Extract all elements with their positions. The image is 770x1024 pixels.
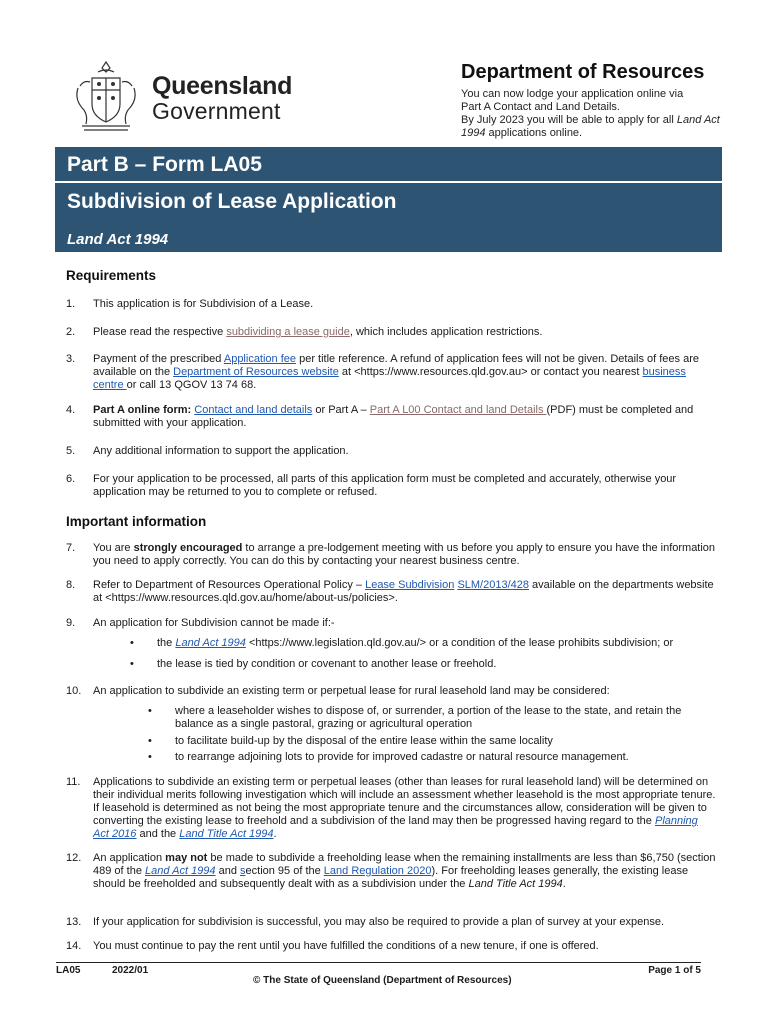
subdividing-lease-guide-link[interactable]: subdividing a lease guide <box>226 326 350 338</box>
form-part-title: Part B – Form LA05 <box>67 153 262 176</box>
item-text: Any additional information to support the application. <box>93 445 349 457</box>
item-number: 7. <box>66 542 76 554</box>
land-act-1994-link[interactable]: Land Act 1994 <box>175 637 246 649</box>
planning-act-2016-link[interactable]: Planning Act 2016 <box>93 815 698 840</box>
form-title-banner <box>55 147 722 252</box>
logo-text-government: Government <box>152 98 281 124</box>
bullet-text: the lease is tied by condition or covenant to another lease or freehold. <box>157 658 497 670</box>
item-text: An application for Subdivision cannot be made if:- <box>93 617 335 629</box>
department-info <box>461 61 751 140</box>
lease-subdivision-policy-link[interactable]: Lease Subdivision <box>365 579 455 591</box>
page-number: Page 1 of 5 <box>648 965 701 976</box>
land-regulation-2020-link[interactable]: Land Regulation 2020 <box>323 865 432 877</box>
important-information-heading: Important information <box>66 514 207 529</box>
form-version-date: 2022/01 <box>112 965 149 976</box>
copyright-notice: © The State of Queensland (Department of Resources) <box>253 975 512 986</box>
bullet-text: to rearrange adjoining lots to provide for improved cadastre or natural resource management. <box>175 751 629 763</box>
item-number: 5. <box>66 445 76 457</box>
department-note-line-4: 1994 applications online. <box>461 127 583 139</box>
item-text: Refer to Department of Resources Operational Policy – Lease Subdivision SLM/2013/428 available on the departments website at <https://www.resources.qld.gov.au/home/about-us/policies>. <box>93 579 714 604</box>
section-link[interactable]: s <box>240 865 246 877</box>
page-footer <box>56 962 701 991</box>
department-note-line-2: Part A Contact and Land Details. <box>461 101 620 113</box>
item-number: 1. <box>66 298 76 310</box>
item-text: An application to subdivide an existing term or perpetual lease for rural leasehold land may be considered: <box>93 685 610 697</box>
department-note-line-3: By July 2023 you will be able to apply for all Land Act <box>461 114 720 126</box>
item-number: 3. <box>66 353 76 365</box>
bullet-icon: • <box>148 705 152 717</box>
item-text: Payment of the prescribed Application fee per title reference. A refund of application fees will not be given. Details of fees are available on the Department of Resources website at <https://www.resources.qld.gov.au> or contact you nearest business centre or call 13 QGOV 13 74 68. <box>93 353 699 391</box>
item-text: If your application for subdivision is successful, you may also be required to provide a plan of survey at your expense. <box>93 916 665 928</box>
land-act-1994-link[interactable]: Land Act 1994 <box>145 865 216 877</box>
item-text: Part A online form: Contact and land details or Part A – Part A L00 Contact and land Details (PDF) must be completed and submitted with your application. <box>93 404 694 429</box>
bullet-icon: • <box>148 751 152 763</box>
slm-policy-link[interactable]: SLM/2013/428 <box>457 579 529 591</box>
bullet-text: the Land Act 1994 <https://www.legislation.qld.gov.au/> or a condition of the lease prohibits subdivision; or <box>157 637 674 649</box>
form-code: LA05 <box>56 965 81 976</box>
department-website-link[interactable]: Department of Resources website <box>173 366 339 378</box>
item-number: 12. <box>66 852 82 864</box>
bullet-icon: • <box>148 735 152 747</box>
logo-text-queensland: Queensland <box>152 72 293 100</box>
item-text: You must continue to pay the rent until you have fulfilled the conditions of a new tenure, if one is offered. <box>93 940 599 952</box>
item-number: 2. <box>66 326 76 338</box>
bullet-icon: • <box>130 658 134 670</box>
item-number: 4. <box>66 404 76 416</box>
item-number: 11. <box>66 776 81 788</box>
contact-land-details-link[interactable]: Contact and land details <box>194 404 313 416</box>
item-text: For your application to be processed, all parts of this application form must be completed and accurately, otherwise your application may be returned to you to complete or refused. <box>93 473 677 498</box>
form-subtitle: Subdivision of Lease Application <box>67 190 397 213</box>
land-title-act-1994-link[interactable]: Land Title Act 1994 <box>179 828 274 840</box>
item-number: 13. <box>66 916 82 928</box>
item-number: 6. <box>66 473 76 485</box>
department-note-line-1: You can now lodge your application online via <box>461 88 684 100</box>
item-text: An application may not be made to subdivide a freeholding lease when the remaining installments are less than $6,750 (section 489 of the Land Act 1994 and section 95 of the Land Regulation 2020). For freeholding leases generally, the existing lease should be freeholded and subsequently dealt with as a subdivision under the Land Title Act 1994. <box>93 852 716 890</box>
coat-of-arms-icon <box>70 58 142 134</box>
item-text: This application is for Subdivision of a Lease. <box>93 298 314 310</box>
item-text: You are strongly encouraged to arrange a pre-lodgement meeting with us before you apply to ensure you have the information you need to apply correctly. You can do this by contacting your nearest business centre. <box>93 542 716 567</box>
banner-divider <box>55 181 722 183</box>
item-text: Applications to subdivide an existing term or perpetual leases (other than leases for rural leasehold land) will be determined on their individual merits following investigation which will include an assessment whether leasehold is the most appropriate tenure. If leasehold is determined as not being the most appropriate tenure and the circumstances allow, consideration will be given to converting the existing lease to freehold and a subdivision of the land may then be progressed having regard to the Planning Act 2016 and the Land Title Act 1994. <box>93 776 716 840</box>
requirements-heading: Requirements <box>66 268 157 283</box>
form-act: Land Act 1994 <box>67 231 169 248</box>
bullet-icon: • <box>130 637 134 649</box>
bullet-text: where a leaseholder wishes to dispose of, or surrender, a portion of the lease to the state, and retain the balance as a single pastoral, grazing or agricultural operation <box>175 705 682 730</box>
item-number: 10. <box>66 685 82 697</box>
part-a-l00-pdf-link[interactable]: Part A L00 Contact and land Details <box>369 404 547 416</box>
qld-government-logo[interactable] <box>70 58 300 138</box>
business-centre-link[interactable]: business centre <box>93 366 686 391</box>
item-number: 14. <box>66 940 82 952</box>
item-number: 8. <box>66 579 76 591</box>
bullet-text: to facilitate build-up by the disposal of the entire lease within the same locality <box>175 735 553 747</box>
item-number: 9. <box>66 617 76 629</box>
department-title: Department of Resources <box>461 61 705 83</box>
item-text: Please read the respective subdividing a lease guide, which includes application restrictions. <box>93 326 543 338</box>
application-fee-link[interactable]: Application fee <box>223 353 297 365</box>
